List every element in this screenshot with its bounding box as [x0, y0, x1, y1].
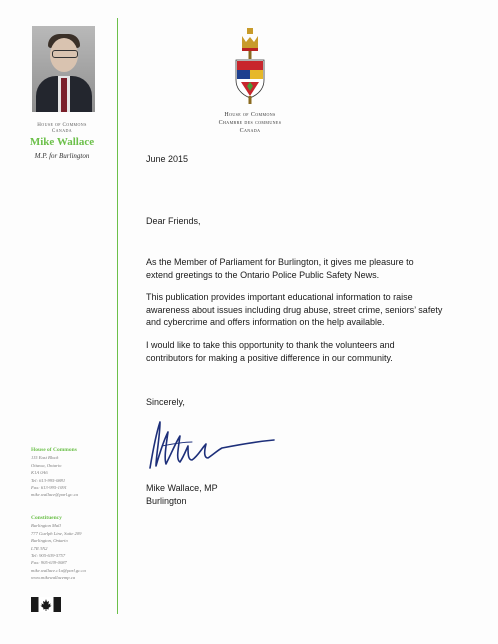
house-of-commons-crest-icon [232, 28, 268, 104]
address-line: Fax: 613-995-1091 [31, 485, 67, 491]
canada-flag-icon [31, 597, 61, 612]
address-line: K1A 0A6 [31, 470, 48, 476]
address-line: L7R 3N2 [31, 545, 48, 551]
letter-closing: Sincerely, [146, 397, 185, 407]
address-line: 115 East Block [31, 455, 59, 461]
mp-name: Mike Wallace [29, 136, 95, 148]
letter-greeting: Dear Friends, [146, 216, 201, 226]
crest-line-3: Canada [239, 128, 261, 134]
address-line: Ottawa, Ontario [31, 462, 62, 468]
paragraph-line: awareness about issues including drug abuse, street crime, seniors’ safety [146, 304, 443, 315]
address-line: Burlington Mall [31, 523, 61, 529]
address-line: Tel: 905-639-5757 [31, 553, 66, 559]
address-line: mike.wallace.c1a@parl.gc.ca [31, 567, 86, 573]
address-line: Tel: 613-995-0881 [31, 477, 66, 483]
constituency-address [31, 515, 115, 582]
sidebar-canada-label: Canada [51, 129, 73, 134]
address-line: 777 Guelph Line, Suite 209 [31, 530, 82, 536]
address-line: Fax: 905-639-0087 [31, 560, 67, 566]
mp-title: M.P. for Burlington [34, 152, 90, 160]
paragraph-line: As the Member of Parliament for Burlington, it gives me pleasure to [146, 257, 414, 267]
paragraph-line: This publication provides important educational information to raise [146, 292, 413, 302]
paragraph-1 [146, 256, 446, 281]
constituency-heading: Constituency [31, 515, 62, 521]
sidebar-divider [117, 18, 118, 614]
letter-date: June 2015 [146, 154, 189, 164]
address-line: mike.wallace@parl.gc.ca [31, 492, 78, 498]
mp-portrait [32, 26, 95, 112]
ottawa-heading: House of Commons [31, 447, 77, 453]
paragraph-line: extend greetings to the Ontario Police Public Safety News. [146, 269, 380, 280]
signer-name: Mike Wallace, MP [146, 483, 218, 493]
paragraph-line: contributors for making a positive difference in our community. [146, 352, 393, 363]
address-line: www.mikewallacemp.ca [31, 575, 76, 581]
handwritten-signature [142, 416, 282, 472]
sidebar-house-label: House of Commons [37, 123, 87, 128]
paragraph-line: and cybercrime and offers information on the help available. [146, 317, 385, 327]
address-line: Burlington, Ontario [31, 538, 68, 544]
signer-riding: Burlington [146, 495, 187, 506]
paragraph-3 [146, 339, 446, 364]
crest-line-1: House of Commons [224, 112, 276, 118]
paragraph-line: I would like to take this opportunity to thank the volunteers and [146, 340, 395, 350]
crest-line-2: Chambre des communes [218, 120, 282, 126]
signer-block [146, 482, 218, 507]
ottawa-address [31, 447, 115, 499]
paragraph-2 [146, 291, 446, 329]
